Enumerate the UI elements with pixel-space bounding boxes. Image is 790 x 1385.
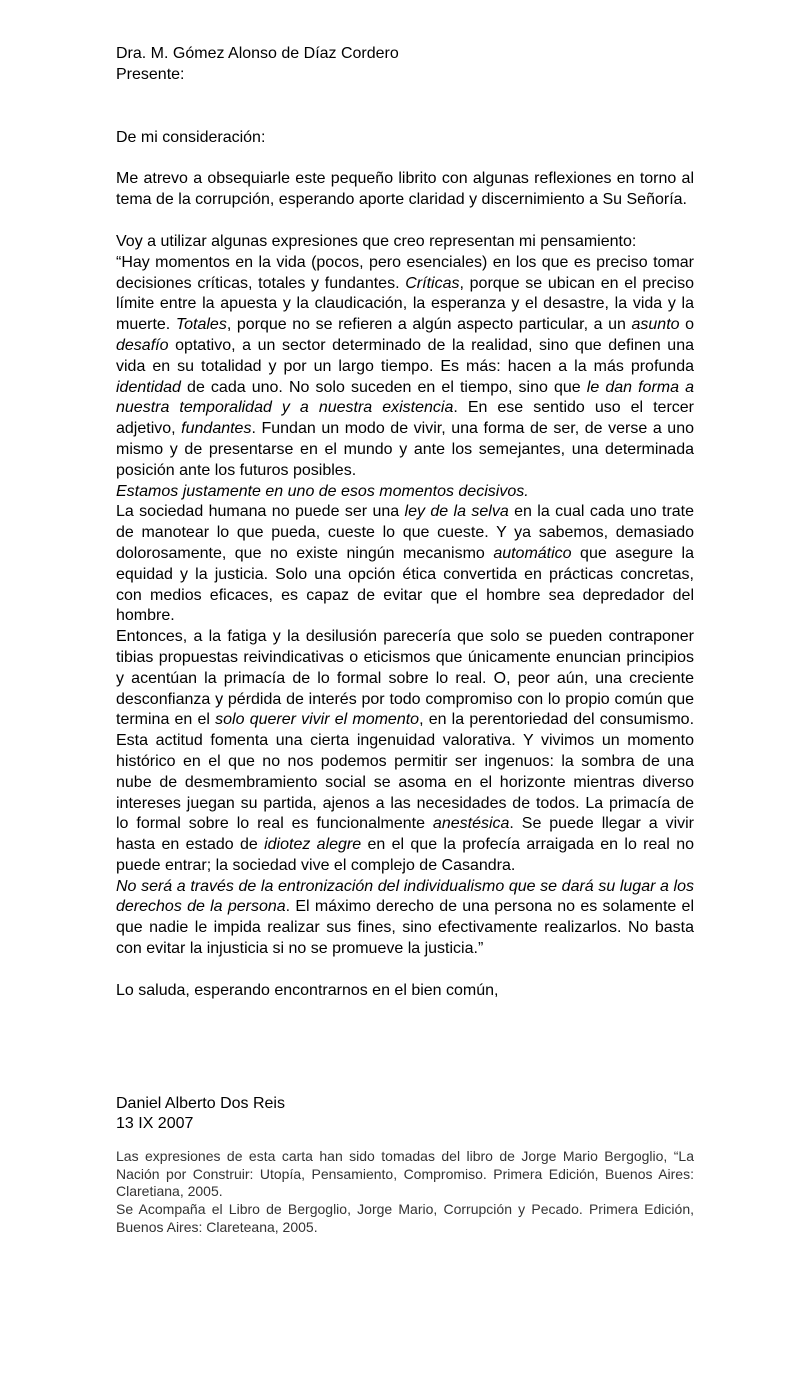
footnote-source: Las expresiones de esta carta han sido tomadas del libro de Jorge Mario Bergoglio, “La Nación por Construir: Utopía, Pensamiento, Compromiso. Primera Edición, Buenos Aires: Claretiana, 2005. [116,1148,694,1200]
footnote-enclosure: Se Acompaña el Libro de Bergoglio, Jorge Mario, Corrupción y Pecado. Primera Edición, Buenos Aires: Clareteana, 2005. [116,1201,694,1235]
recipient-presente: Presente: [116,65,185,83]
letter-page [116,44,694,1236]
intro-paragraph: Me atrevo a obsequiarle este pequeño librito con algunas reflexiones en torno al tema de la corrupción, esperando aporte claridad y discernimiento a Su Señoría. [116,170,694,209]
signature-date: 13 IX 2007 [116,1115,194,1133]
quote-paragraph-3: La sociedad humana no puede ser una ley de la selva en la cual cada uno trate de manotear lo que pueda, cueste lo que cueste. Y ya sabemos, demasiado dolorosamente, que no existe ningún mecanismo automático que asegure la equidad y la justicia. Solo una opción ética convertida en prácticas concretas, con medios eficaces, es capaz de evitar que el hombre sea depredador del hombre. [116,503,695,625]
quote-paragraph-4: Entonces, a la fatiga y la desilusión parecería que solo se pueden contraponer tibias propuestas reivindicativas o eticismos que únicamente enuncian principios y acentúan la primacía de lo formal sobre lo real. O, peor aún, una creciente desconfianza y pérdida de interés por todo compromiso con lo propio común que termina en el solo querer vivir el momento, en la perentoriedad del consumismo. Esta actitud fomenta una cierta ingenuidad valorativa. Y vivimos un momento histórico en el que no nos podemos permitir ser ingenuos: la sombra de una nube de desmembramiento social se asoma en el horizonte mientras diverso intereses juegan su partida, ajenos a las necesidades de todos. La primacía de lo formal sobre lo real es funcionalmente anestésica. Se puede llegar a vivir hasta en estado de idiotez alegre en el que la profecía arraigada en lo real no puede entrar; la sociedad vive el complejo de Casandra. [116,628,695,874]
expressions-intro: Voy a utilizar algunas expresiones que creo representan mi pensamiento: [116,232,637,250]
recipient-name: Dra. M. Gómez Alonso de Díaz Cordero [116,45,399,62]
quote-paragraph-2: Estamos justamente en uno de esos momentos decisivos. [116,482,529,500]
footnotes [116,1148,694,1236]
signature-name: Daniel Alberto Dos Reis [116,1094,285,1112]
greeting: De mi consideración: [116,128,266,146]
quote-paragraph-1: “Hay momentos en la vida (pocos, pero esenciales) en los que es preciso tomar decisiones críticas, totales y fundantes. Críticas, porque se ubican en el preciso límite entre la apuesta y la claudicación, la esperanza y el desastre, la vida y la muerte. Totales, porque no se refieren a algún aspecto particular, a un asunto o desafío optativo, a un sector determinado de la realidad, sino que definen una vida en su totalidad y por un largo tiempo. Es más: hacen a la más profunda identidad de cada uno. No solo suceden en el tiempo, sino que le dan forma a nuestra temporalidad y a nuestra existencia. En ese sentido uso el tercer adjetivo, fundantes. Fundan un modo de vivir, una forma de ser, de verse a uno mismo y de presentarse en el mundo y ante los semejantes, una determinada posición ante los futuros posibles. [116,253,695,479]
closing-line: Lo saluda, esperando encontrarnos en el bien común, [116,981,499,999]
quote-paragraph-5: No será a través de la entronización del individualismo que se dará su lugar a los derechos de la persona. El máximo derecho de una persona no es solamente el que nadie le impida realizar sus fines, sino efectivamente realizarlos. No basta con evitar la injusticia si no se promueve la justicia.” [116,877,695,958]
